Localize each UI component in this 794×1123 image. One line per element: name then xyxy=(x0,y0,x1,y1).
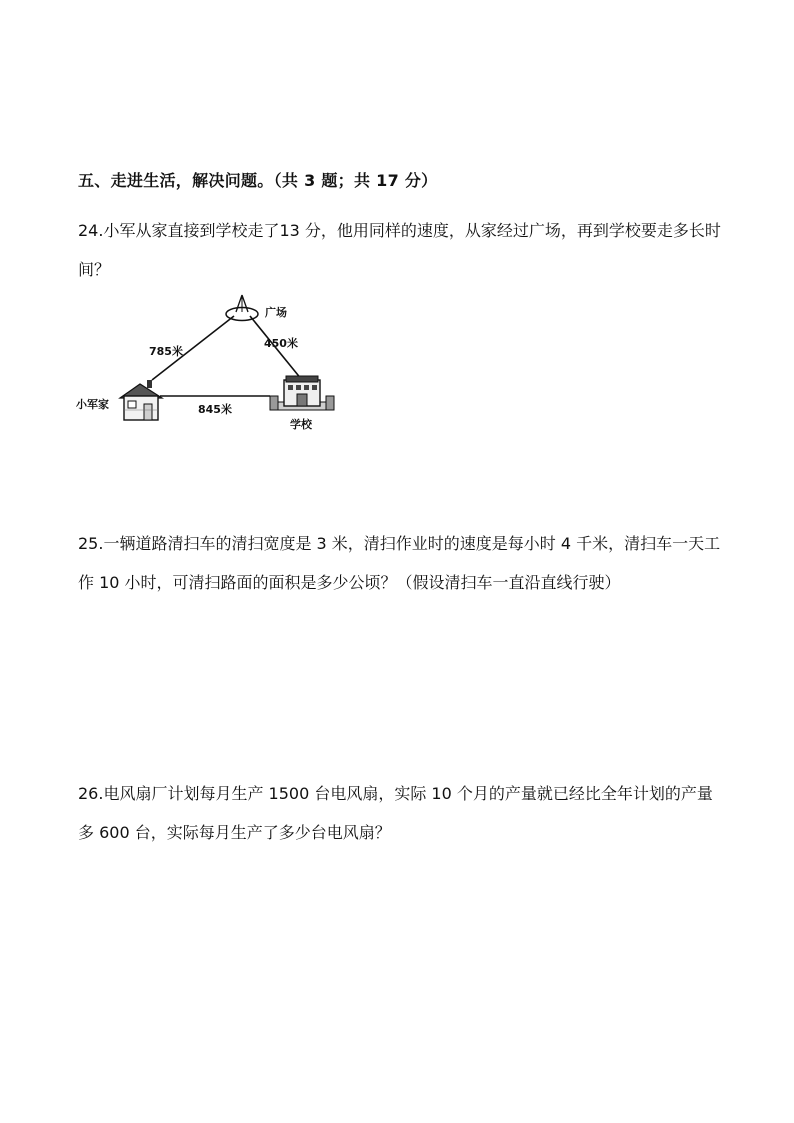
home-label: 小军家 xyxy=(76,398,109,411)
school-icon xyxy=(270,376,334,410)
question-26: 26.电风扇厂计划每月生产 1500 台电风扇，实际 10 个月的产量就已经比全年计划的产量多 600 台，实际每月生产了多少台电风扇？ xyxy=(78,784,713,842)
question-24: 24.小军从家直接到学校走了13 分，他用同样的速度，从家经过广场，再到学校要走多长时间？ xyxy=(78,221,721,279)
section-title: 五、走进生活，解决问题。（共 3 题；共 17 分） xyxy=(78,171,438,190)
plaza-icon xyxy=(226,295,258,321)
distance-home-plaza: 785米 xyxy=(149,345,183,358)
distance-plaza-school: 450米 xyxy=(264,337,298,350)
house-icon xyxy=(120,380,162,420)
route-diagram xyxy=(74,292,344,442)
plaza-label: 广场 xyxy=(265,306,287,319)
distance-home-school: 845米 xyxy=(198,403,232,416)
question-25: 25.一辆道路清扫车的清扫宽度是 3 米，清扫作业时的速度是每小时 4 千米，清扫车一天工作 10 小时，可清扫路面的面积是多少公顷？（假设清扫车一直沿直线行驶） xyxy=(78,534,721,592)
school-label: 学校 xyxy=(290,418,312,431)
